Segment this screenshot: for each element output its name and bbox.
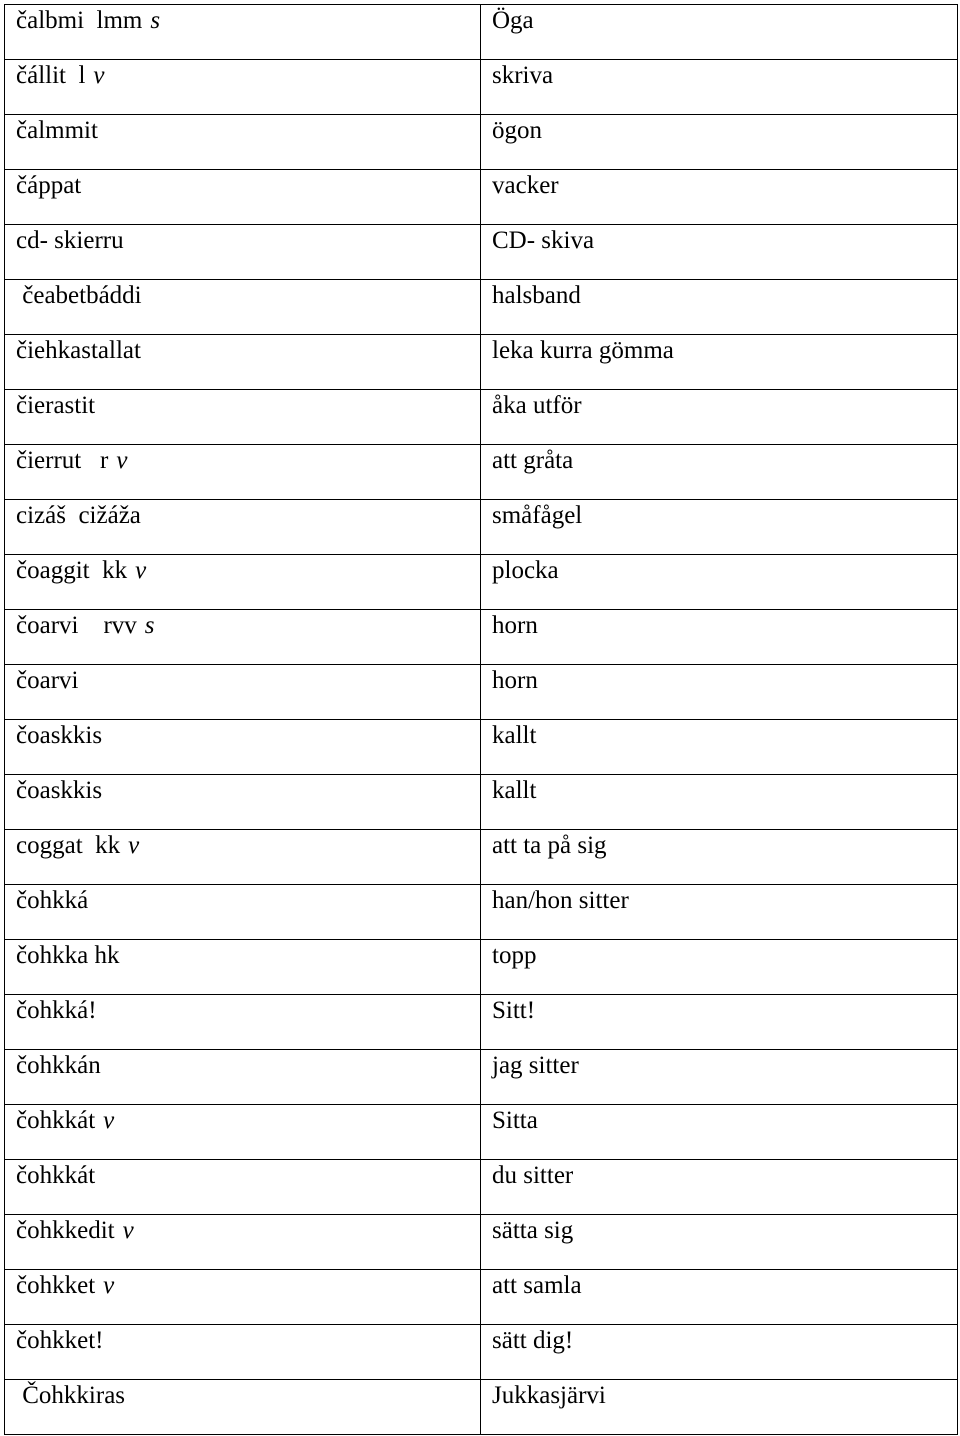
table-row	[5, 500, 958, 555]
swedish-translation-cell	[481, 830, 958, 885]
swedish-translation: Öga	[492, 7, 534, 34]
saami-term-cell	[5, 665, 481, 720]
swedish-translation: horn	[492, 612, 538, 639]
saami-term-cell	[5, 1050, 481, 1105]
saami-term: Čohkkiras	[16, 1382, 126, 1409]
saami-term-cell	[5, 280, 481, 335]
table-row	[5, 720, 958, 775]
swedish-translation-cell	[481, 445, 958, 500]
swedish-translation-cell	[481, 1380, 958, 1435]
swedish-translation-cell	[481, 1325, 958, 1380]
table-row	[5, 170, 958, 225]
table-row	[5, 775, 958, 830]
swedish-translation: Jukkasjärvi	[492, 1382, 606, 1409]
swedish-translation-cell	[481, 995, 958, 1050]
swedish-translation: kallt	[492, 777, 537, 804]
saami-term-cell	[5, 335, 481, 390]
swedish-translation: Sitt!	[492, 997, 536, 1024]
swedish-translation: topp	[492, 942, 537, 969]
swedish-translation: du sitter	[492, 1162, 574, 1189]
table-row	[5, 1270, 958, 1325]
swedish-translation-cell	[481, 170, 958, 225]
saami-term: čohkkát	[16, 1107, 96, 1134]
saami-term-cell	[5, 5, 481, 60]
part-of-speech-tag: v	[103, 1107, 115, 1134]
part-of-speech-tag: v	[103, 1272, 115, 1299]
saami-term-cell	[5, 1380, 481, 1435]
swedish-translation: att ta på sig	[492, 832, 607, 859]
table-row	[5, 610, 958, 665]
swedish-translation: leka kurra gömma	[492, 337, 674, 364]
table-row	[5, 225, 958, 280]
saami-term-cell	[5, 60, 481, 115]
saami-term-cell	[5, 995, 481, 1050]
part-of-speech-tag: v	[128, 832, 140, 859]
saami-term: čalbmi lmm	[16, 7, 143, 34]
table-row	[5, 1380, 958, 1435]
saami-term-cell	[5, 170, 481, 225]
swedish-translation-cell	[481, 500, 958, 555]
table-row	[5, 665, 958, 720]
saami-term: čiehkastallat	[16, 337, 141, 364]
table-row	[5, 390, 958, 445]
table-row	[5, 445, 958, 500]
part-of-speech-tag: v	[93, 62, 105, 89]
table-row	[5, 280, 958, 335]
swedish-translation-cell	[481, 665, 958, 720]
saami-term-cell	[5, 390, 481, 445]
saami-term: čáppat	[16, 172, 82, 199]
saami-term-cell	[5, 1215, 481, 1270]
table-row	[5, 830, 958, 885]
swedish-translation: att samla	[492, 1272, 582, 1299]
saami-term: čoaskkis	[16, 722, 103, 749]
saami-term: čohkkedit	[16, 1217, 115, 1244]
saami-term: cizáš cižáža	[16, 502, 141, 529]
swedish-translation-cell	[481, 225, 958, 280]
table-row	[5, 335, 958, 390]
saami-term: čoaggit kk	[16, 557, 128, 584]
saami-term-cell	[5, 885, 481, 940]
vocabulary-table-body	[5, 5, 958, 1435]
part-of-speech-tag: v	[135, 557, 147, 584]
saami-term: čohkket!	[16, 1327, 104, 1354]
swedish-translation-cell	[481, 885, 958, 940]
swedish-translation-cell	[481, 115, 958, 170]
saami-term-cell	[5, 555, 481, 610]
part-of-speech-tag: s	[150, 7, 161, 34]
table-row	[5, 60, 958, 115]
swedish-translation-cell	[481, 1105, 958, 1160]
saami-term: čohkket	[16, 1272, 96, 1299]
saami-term: čohkka hk	[16, 942, 120, 969]
table-row	[5, 1215, 958, 1270]
table-row	[5, 1050, 958, 1105]
swedish-translation: kallt	[492, 722, 537, 749]
saami-term-cell	[5, 775, 481, 830]
swedish-translation-cell	[481, 555, 958, 610]
saami-term: čohkkán	[16, 1052, 101, 1079]
swedish-translation: jag sitter	[492, 1052, 579, 1079]
saami-term-cell	[5, 225, 481, 280]
table-row	[5, 940, 958, 995]
swedish-translation: horn	[492, 667, 538, 694]
swedish-translation: Sitta	[492, 1107, 538, 1134]
swedish-translation: småfågel	[492, 502, 583, 529]
table-row	[5, 1325, 958, 1380]
swedish-translation-cell	[481, 940, 958, 995]
table-row	[5, 1160, 958, 1215]
swedish-translation-cell	[481, 1215, 958, 1270]
saami-term-cell	[5, 830, 481, 885]
saami-term: čoaskkis	[16, 777, 103, 804]
saami-term-cell	[5, 115, 481, 170]
swedish-translation-cell	[481, 1270, 958, 1325]
saami-term-cell	[5, 1105, 481, 1160]
part-of-speech-tag: v	[122, 1217, 134, 1244]
swedish-translation: sätta sig	[492, 1217, 574, 1244]
table-row	[5, 555, 958, 610]
swedish-translation: skriva	[492, 62, 554, 89]
swedish-translation-cell	[481, 280, 958, 335]
saami-term-cell	[5, 500, 481, 555]
swedish-translation-cell	[481, 1160, 958, 1215]
saami-term-cell	[5, 940, 481, 995]
saami-term: čalmmit	[16, 117, 98, 144]
saami-term-cell	[5, 1270, 481, 1325]
saami-term-cell	[5, 610, 481, 665]
saami-term-cell	[5, 445, 481, 500]
saami-term: čohkká!	[16, 997, 97, 1024]
vocabulary-table	[4, 4, 958, 1435]
part-of-speech-tag: s	[144, 612, 155, 639]
saami-term: čoarvi	[16, 667, 79, 694]
table-row	[5, 995, 958, 1050]
saami-term: čeabetbáddi	[16, 282, 142, 309]
table-row	[5, 1105, 958, 1160]
table-row	[5, 885, 958, 940]
swedish-translation: plocka	[492, 557, 559, 584]
swedish-translation: vacker	[492, 172, 559, 199]
swedish-translation: sätt dig!	[492, 1327, 574, 1354]
saami-term: čierastit	[16, 392, 96, 419]
swedish-translation: halsband	[492, 282, 581, 309]
saami-term: cd- skierru	[16, 227, 124, 254]
swedish-translation-cell	[481, 390, 958, 445]
part-of-speech-tag: v	[116, 447, 128, 474]
swedish-translation: han/hon sitter	[492, 887, 629, 914]
table-row	[5, 5, 958, 60]
swedish-translation-cell	[481, 610, 958, 665]
saami-term: čohkká	[16, 887, 89, 914]
saami-term: čohkkát	[16, 1162, 96, 1189]
saami-term-cell	[5, 1160, 481, 1215]
swedish-translation-cell	[481, 775, 958, 830]
swedish-translation: CD- skiva	[492, 227, 595, 254]
swedish-translation: åka utför	[492, 392, 582, 419]
swedish-translation: ögon	[492, 117, 542, 144]
saami-term: čoarvi rvv	[16, 612, 137, 639]
saami-term-cell	[5, 1325, 481, 1380]
swedish-translation-cell	[481, 1050, 958, 1105]
swedish-translation-cell	[481, 335, 958, 390]
table-row	[5, 115, 958, 170]
swedish-translation-cell	[481, 60, 958, 115]
saami-term: čierrut r	[16, 447, 109, 474]
swedish-translation-cell	[481, 720, 958, 775]
saami-term-cell	[5, 720, 481, 775]
swedish-translation-cell	[481, 5, 958, 60]
swedish-translation: att gråta	[492, 447, 574, 474]
saami-term: čállit l	[16, 62, 86, 89]
saami-term: coggat kk	[16, 832, 121, 859]
